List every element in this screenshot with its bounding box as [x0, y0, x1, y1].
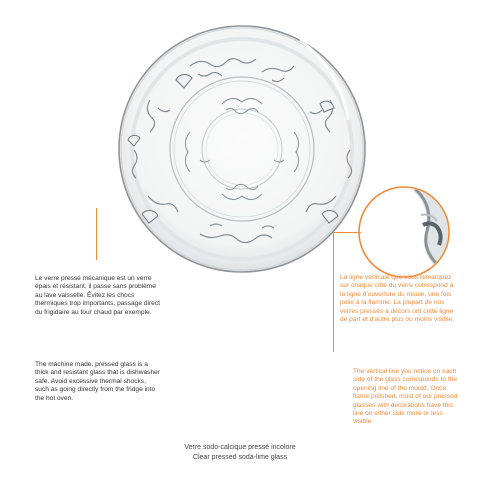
caption-fr: Verre sodo-calcique pressé incolore: [184, 444, 296, 451]
accent-line-left: [96, 208, 97, 260]
caption-en: Clear pressed soda-lime glass: [192, 454, 288, 461]
accent-line-right: [333, 232, 334, 352]
mould-line-note-fr: La ligne verticale que vous remarquez sur chaque côté du verre correspond à la ligne d'ouverture du moule. une fois polie à la flamme. La plupart de nos verres pressés à décors ont cette ligne de part et d'autre plus ou moins visible.: [340, 274, 455, 324]
rim-zoom-magnifier: [357, 185, 451, 279]
accent-connector-line: [333, 232, 361, 233]
mould-line-note-en: The vertical line you notice on each side of the glass corresponds to the opening line of the mould. Once flame polished, most of our pressed glasses with decorations have this line on either side more or less visible: [353, 368, 458, 426]
description-en-left: The machine made, pressed glass is a thick and resistant glass that is dishwasher safe. Avoid excessive thermal shocks, such as going directly from the fridge into the hot oven.: [35, 361, 160, 402]
description-fr-left: Le verre pressé mécanique est un verre épais et résistant, il passe sans problème au lave vaisselle. Évitez les chocs thermiques trop importants, passage direct du frigidaire au four chaud par exemple.: [35, 275, 160, 316]
